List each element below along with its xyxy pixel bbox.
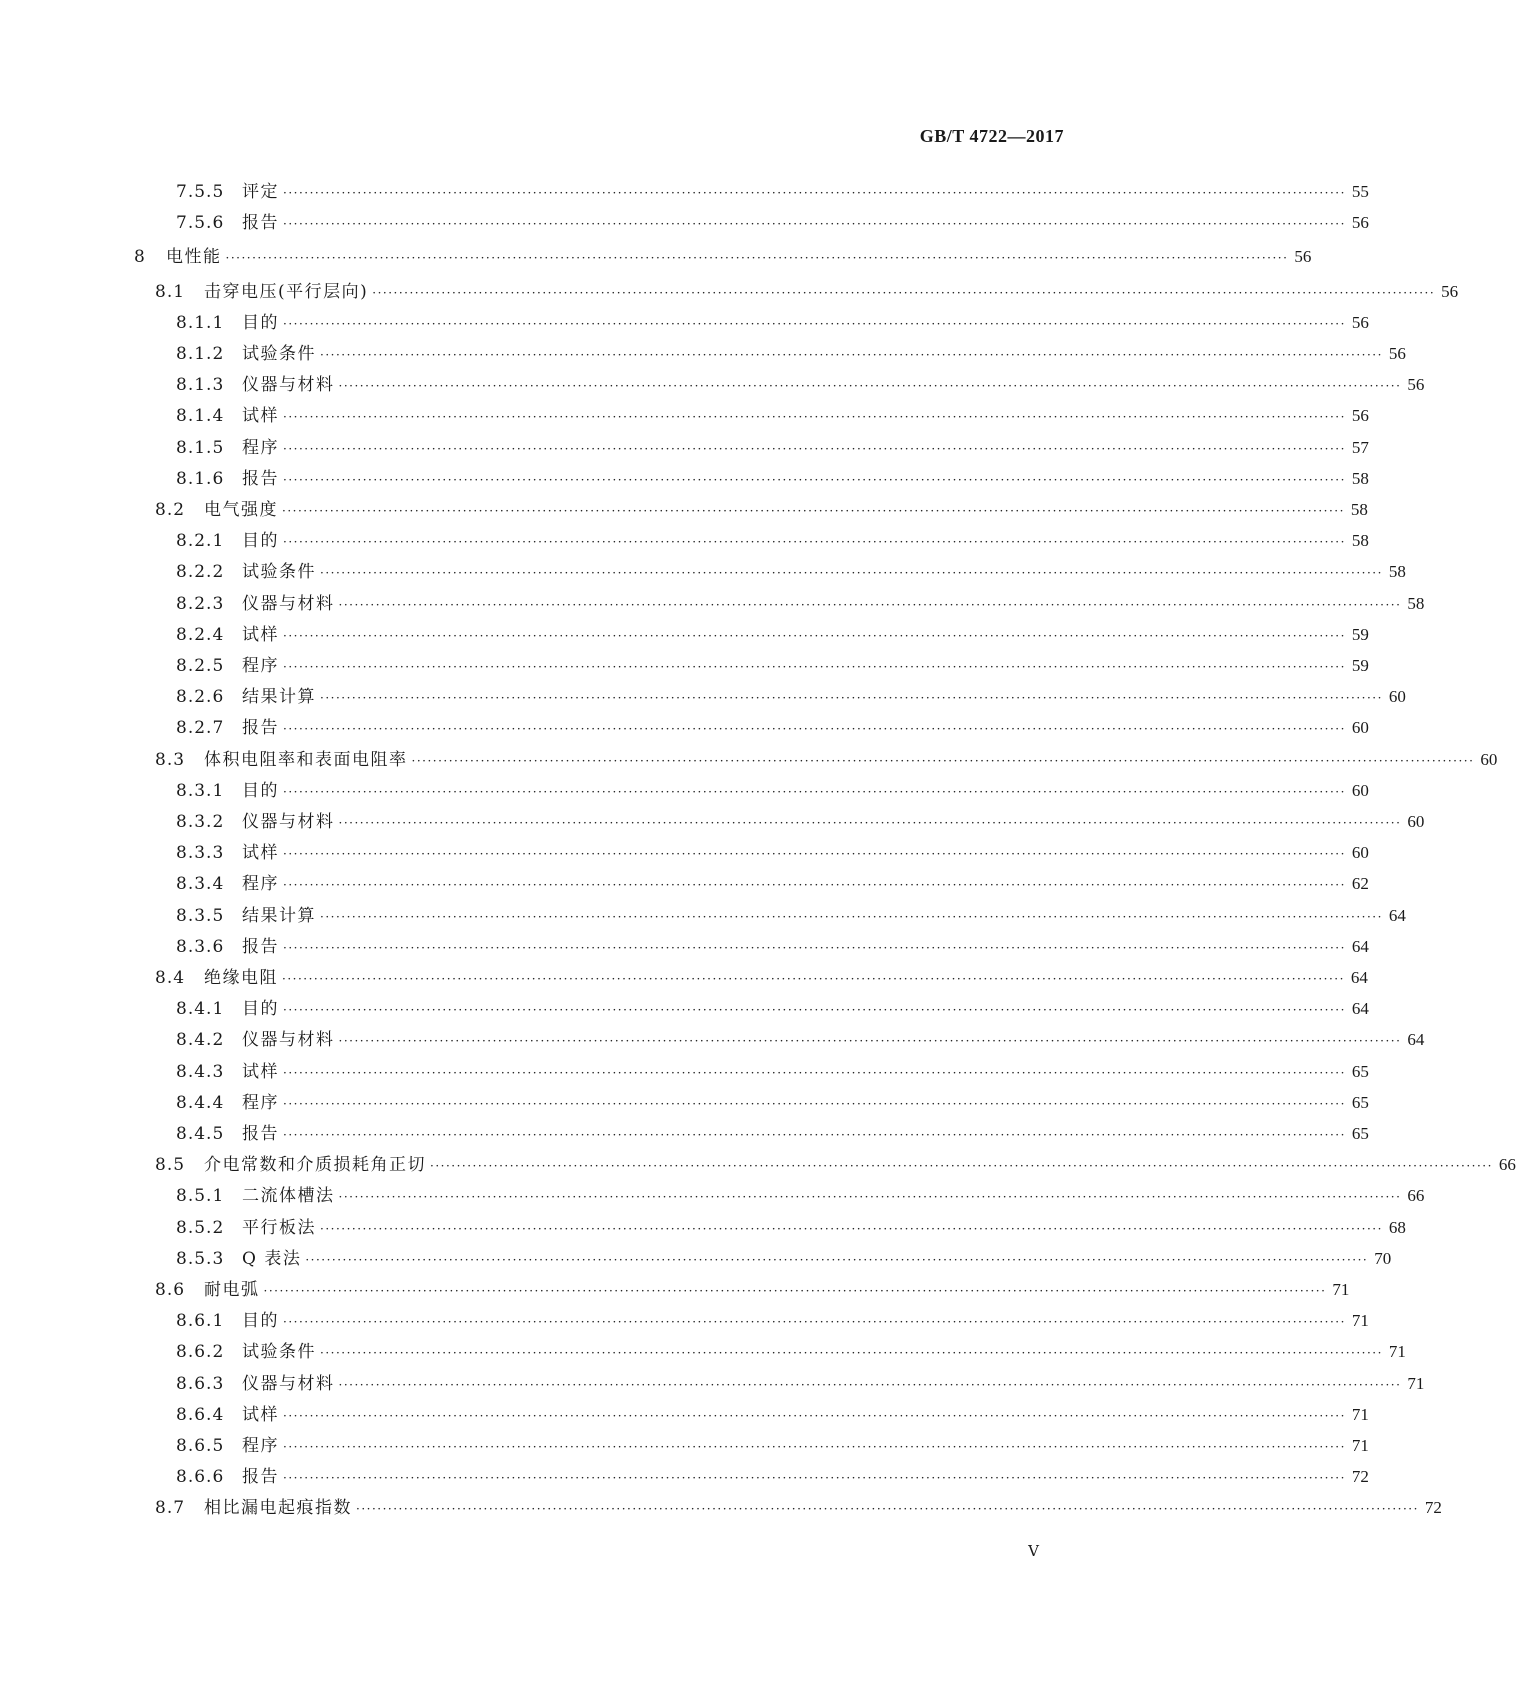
toc-entry-line [242, 623, 1369, 648]
toc-entry-number: 8 [134, 247, 146, 267]
toc-entry-page: 60 [1351, 843, 1369, 862]
toc-entry-title: 仪器与材料 [242, 1030, 335, 1050]
toc-entry-page: 66 [1498, 1155, 1516, 1174]
toc-entry-page: 72 [1351, 1467, 1369, 1486]
toc-entry-line [242, 467, 1369, 492]
dot-leader: ········································································································································································································ [283, 1409, 1346, 1423]
toc-entry[interactable] [0, 373, 1425, 397]
toc-entry-page: 65 [1351, 1062, 1369, 1081]
toc-entry[interactable] [0, 966, 1368, 990]
toc-entry[interactable] [0, 716, 1369, 740]
toc-entry-line [204, 1153, 1516, 1178]
toc-entry-line [242, 810, 1425, 835]
toc-entry-page: 66 [1407, 1186, 1425, 1205]
dot-leader: ········································································································································································································ [338, 1190, 1402, 1204]
toc-entry[interactable] [0, 841, 1369, 865]
toc-entry-number: 8.6.4 [176, 1405, 225, 1425]
toc-entry-title: 报告 [242, 1467, 279, 1487]
toc-entry-number: 8.7 [155, 1498, 186, 1518]
toc-entry[interactable] [0, 685, 1406, 709]
toc-entry-page: 72 [1424, 1498, 1442, 1517]
dot-leader: ········································································································································································································ [283, 473, 1346, 487]
toc-entry-number: 8.3.5 [176, 906, 225, 926]
dot-leader: ········································································································································································································ [338, 1034, 1402, 1048]
toc-entry[interactable] [0, 1434, 1369, 1458]
dot-leader: ········································································································································································································ [320, 910, 1383, 924]
toc-entry[interactable] [0, 748, 1498, 772]
toc-entry-page: 58 [1350, 500, 1368, 519]
toc-entry-line [242, 872, 1369, 897]
toc-entry-page: 71 [1407, 1374, 1425, 1393]
toc-entry-number: 8.4.2 [176, 1030, 225, 1050]
toc-entry-number: 8.4 [155, 968, 186, 988]
toc-entry-number: 8.3.3 [176, 843, 225, 863]
toc-entry[interactable] [0, 245, 1312, 269]
toc-entry-line [242, 1184, 1425, 1209]
toc-entry[interactable] [0, 1496, 1442, 1520]
toc-entry-title: 程序 [242, 438, 279, 458]
dot-leader: ········································································································································································································ [283, 317, 1346, 331]
dot-leader: ········································································································································································································ [338, 816, 1402, 830]
toc-entry-number: 8.5.3 [176, 1249, 225, 1269]
toc-entry-page: 60 [1480, 750, 1498, 769]
toc-entry-number: 8.6.5 [176, 1436, 225, 1456]
toc-entry[interactable] [0, 311, 1369, 335]
toc-entry-line [242, 1060, 1369, 1085]
toc-entry-page: 60 [1388, 687, 1406, 706]
toc-entry-title: 试验条件 [242, 1342, 316, 1362]
toc-entry[interactable] [0, 904, 1406, 928]
toc-entry-line [242, 560, 1406, 585]
dot-leader: ········································································································································································································ [283, 785, 1346, 799]
toc-entry-page: 65 [1351, 1124, 1369, 1143]
toc-entry-page: 71 [1351, 1405, 1369, 1424]
dot-leader: ········································································································································································································ [430, 1159, 1493, 1173]
toc-entry[interactable] [0, 997, 1369, 1021]
toc-entry[interactable] [0, 467, 1369, 491]
dot-leader: ········································································································································································································ [411, 754, 1475, 768]
toc-entry-line [242, 904, 1406, 929]
toc-entry-line [242, 404, 1369, 429]
toc-entry-number: 8.3.4 [176, 874, 225, 894]
toc-entry-page: 62 [1351, 874, 1369, 893]
toc-entry-line [242, 1309, 1369, 1334]
toc-entry-title: 结果计算 [242, 906, 316, 926]
toc-entry-title: 电气强度 [204, 500, 278, 520]
dot-leader: ········································································································································································································ [283, 535, 1346, 549]
dot-leader: ········································································································································································································ [338, 379, 1402, 393]
toc-entry-title: 击穿电压(平行层向) [204, 282, 369, 302]
toc-entry-number: 8.6 [155, 1280, 186, 1300]
toc-entry[interactable] [0, 654, 1369, 678]
toc-entry[interactable] [0, 180, 1369, 204]
toc-entry-number: 8.2.3 [176, 594, 225, 614]
dot-leader: ········································································································································································································ [283, 1128, 1346, 1142]
toc-entry-line [242, 342, 1406, 367]
toc-entry-title: 试样 [242, 406, 279, 426]
dot-leader: ········································································································································································································ [283, 722, 1346, 736]
toc-entry-line [242, 779, 1369, 804]
toc-entry-page: 71 [1388, 1342, 1406, 1361]
toc-entry-line [242, 1465, 1369, 1490]
dot-leader: ········································································································································································································ [225, 251, 1289, 265]
toc-entry-number: 8.2.4 [176, 625, 225, 645]
toc-entry-title: 报告 [242, 469, 279, 489]
toc-entry[interactable] [0, 1403, 1369, 1427]
dot-leader: ········································································································································································································ [282, 504, 1345, 518]
toc-entry-page: 57 [1351, 438, 1369, 457]
toc-entry-title: Q 表法 [242, 1249, 302, 1269]
toc-entry-number: 8.6.6 [176, 1467, 225, 1487]
toc-entry-page: 71 [1351, 1311, 1369, 1330]
toc-entry-page: 56 [1407, 375, 1425, 394]
toc-entry-title: 目的 [242, 999, 279, 1019]
toc-entry[interactable] [0, 779, 1369, 803]
toc-entry-page: 56 [1388, 344, 1406, 363]
toc-entry-page: 60 [1351, 781, 1369, 800]
toc-entry-number: 8.6.1 [176, 1311, 225, 1331]
dot-leader: ········································································································································································································ [305, 1253, 1369, 1267]
toc-entry-page: 59 [1351, 625, 1369, 644]
toc-entry-page: 64 [1388, 906, 1406, 925]
toc-entry-number: 8.3.1 [176, 781, 225, 801]
toc-entry[interactable] [0, 1122, 1369, 1146]
toc-entry[interactable] [0, 560, 1406, 584]
toc-entry-title: 报告 [242, 718, 279, 738]
toc-entry-line [204, 498, 1368, 523]
toc-entry-number: 8.3 [155, 750, 186, 770]
toc-entry-title: 相比漏电起痕指数 [204, 1498, 352, 1518]
dot-leader: ········································································································································································································ [320, 1346, 1383, 1360]
toc-entry-title: 试样 [242, 1405, 279, 1425]
toc-entry[interactable] [0, 872, 1369, 896]
toc-entry-title: 报告 [242, 213, 279, 233]
toc-entry-page: 55 [1351, 182, 1369, 201]
toc-entry-page: 64 [1351, 999, 1369, 1018]
toc-entry[interactable] [0, 342, 1406, 366]
toc-entry-title: 仪器与材料 [242, 375, 335, 395]
toc-entry[interactable] [0, 1184, 1425, 1208]
dot-leader: ········································································································································································································ [338, 1378, 1402, 1392]
toc-entry-page: 59 [1351, 656, 1369, 675]
toc-entry-line [242, 716, 1369, 741]
toc-entry-line [242, 654, 1369, 679]
toc-entry-number: 8.1.4 [176, 406, 225, 426]
toc-entry-number: 8.4.3 [176, 1062, 225, 1082]
toc-entry-title: 试样 [242, 625, 279, 645]
toc-entry-page: 56 [1294, 247, 1312, 266]
toc-entry[interactable] [0, 529, 1369, 553]
toc-entry[interactable] [0, 1278, 1350, 1302]
toc-entry-number: 8.1.3 [176, 375, 225, 395]
document-code: GB/T 4722—2017 [919, 126, 1064, 146]
toc-entry-line [204, 966, 1368, 991]
toc-entry-title: 程序 [242, 656, 279, 676]
dot-leader: ········································································································································································································ [283, 186, 1346, 200]
toc-entry-page: 60 [1351, 718, 1369, 737]
toc-entry-line [242, 311, 1369, 336]
toc-entry[interactable] [0, 1309, 1369, 1333]
toc-entry-number: 8.2.5 [176, 656, 225, 676]
dot-leader: ········································································································································································································ [283, 410, 1346, 424]
toc-entry-number: 8.4.5 [176, 1124, 225, 1144]
toc-entry-number: 8.1.6 [176, 469, 225, 489]
toc-entry-line [242, 529, 1369, 554]
toc-entry-title: 报告 [242, 937, 279, 957]
toc-entry-number: 7.5.5 [176, 182, 225, 202]
toc-entry-page: 64 [1350, 968, 1368, 987]
toc-entry-title: 仪器与材料 [242, 812, 335, 832]
dot-leader: ········································································································································································································ [283, 629, 1346, 643]
dot-leader: ········································································································································································································ [283, 1440, 1346, 1454]
toc-entry-page: 58 [1388, 562, 1406, 581]
toc-entry-number: 8.4.4 [176, 1093, 225, 1113]
toc-entry-title: 程序 [242, 1093, 279, 1113]
toc-entry-line [242, 1216, 1406, 1241]
toc-entry-title: 电性能 [166, 247, 222, 267]
toc-entry[interactable] [0, 280, 1459, 304]
dot-leader: ········································································································································································································ [283, 1471, 1346, 1485]
toc-entry-number: 8.2.1 [176, 531, 225, 551]
toc-entry[interactable] [0, 1247, 1392, 1271]
toc-entry-line [242, 1372, 1425, 1397]
toc-entry-title: 目的 [242, 313, 279, 333]
toc-entry-number: 8.3.2 [176, 812, 225, 832]
toc-entry[interactable] [0, 404, 1369, 428]
toc-entry-line [242, 180, 1369, 205]
toc-entry-title: 仪器与材料 [242, 1374, 335, 1394]
toc-entry-number: 8.2 [155, 500, 186, 520]
toc-entry-number: 8.5 [155, 1155, 186, 1175]
toc-entry-page: 65 [1351, 1093, 1369, 1112]
toc-entry-line [242, 935, 1369, 960]
toc-entry-line [242, 436, 1369, 461]
toc-entry-line [204, 1496, 1442, 1521]
toc-entry-line [242, 1403, 1369, 1428]
toc-entry[interactable] [0, 592, 1425, 616]
dot-leader: ········································································································································································································ [283, 1003, 1346, 1017]
toc-entry-title: 仪器与材料 [242, 594, 335, 614]
toc-entry-title: 耐电弧 [204, 1280, 260, 1300]
dot-leader: ········································································································································································································ [282, 972, 1345, 986]
toc-entry-line [204, 280, 1459, 305]
toc-entry-title: 评定 [242, 182, 279, 202]
toc-entry-title: 报告 [242, 1124, 279, 1144]
toc-entry-title: 程序 [242, 1436, 279, 1456]
toc-entry-title: 目的 [242, 531, 279, 551]
toc-entry[interactable] [0, 1372, 1425, 1396]
toc-entry-number: 8.1.1 [176, 313, 225, 333]
toc-entry-line [204, 1278, 1350, 1303]
dot-leader: ········································································································································································································ [263, 1284, 1327, 1298]
dot-leader: ········································································································································································································ [320, 691, 1383, 705]
toc-entry[interactable] [0, 1028, 1425, 1052]
toc-entry[interactable] [0, 498, 1368, 522]
toc-entry-title: 二流体槽法 [242, 1186, 335, 1206]
toc-entry-title: 试样 [242, 1062, 279, 1082]
toc-entry-line [242, 1091, 1369, 1116]
toc-entry-page: 71 [1351, 1436, 1369, 1455]
dot-leader: ········································································································································································································ [320, 566, 1383, 580]
toc-entry-page: 58 [1407, 594, 1425, 613]
toc-entry-title: 试样 [242, 843, 279, 863]
toc-entry-line [204, 748, 1498, 773]
dot-leader: ········································································································································································································ [338, 598, 1402, 612]
dot-leader: ········································································································································································································ [320, 348, 1383, 362]
toc-entry-title: 绝缘电阻 [204, 968, 278, 988]
toc-entry-number: 8.1.5 [176, 438, 225, 458]
page-folio: Ⅴ [1028, 1544, 1039, 1560]
dot-leader: ········································································································································································································ [283, 847, 1346, 861]
dot-leader: ········································································································································································································ [283, 660, 1346, 674]
toc-entry-line [242, 1122, 1369, 1147]
toc-entry-number: 7.5.6 [176, 213, 225, 233]
toc-entry-page: 56 [1441, 282, 1459, 301]
toc-entry-line [242, 1247, 1392, 1272]
toc-entry-page: 70 [1374, 1249, 1392, 1268]
dot-leader: ········································································································································································································ [320, 1222, 1383, 1236]
toc-entry-number: 8.5.1 [176, 1186, 225, 1206]
toc-entry-line [242, 997, 1369, 1022]
toc-entry-page: 68 [1388, 1218, 1406, 1237]
toc-entry[interactable] [0, 1091, 1369, 1115]
dot-leader: ········································································································································································································ [283, 878, 1346, 892]
toc-entry-line [242, 1028, 1425, 1053]
dot-leader: ········································································································································································································ [283, 1097, 1346, 1111]
toc-entry-title: 体积电阻率和表面电阻率 [204, 750, 408, 770]
dot-leader: ········································································································································································································ [283, 442, 1346, 456]
toc-entry[interactable] [0, 1216, 1406, 1240]
toc-entry-title: 程序 [242, 874, 279, 894]
toc-entry-number: 8.2.7 [176, 718, 225, 738]
toc-entry-title: 介电常数和介质损耗角正切 [204, 1155, 426, 1175]
toc-entry-number: 8.2.6 [176, 687, 225, 707]
toc-entry-line [242, 685, 1406, 710]
toc-entry-page: 58 [1351, 469, 1369, 488]
toc-entry-line [166, 245, 1312, 270]
toc-entry-line [242, 841, 1369, 866]
dot-leader: ········································································································································································································ [283, 1066, 1346, 1080]
toc-entry-number: 8.6.3 [176, 1374, 225, 1394]
toc-entry-page: 56 [1351, 313, 1369, 332]
toc-entry-title: 结果计算 [242, 687, 316, 707]
toc-entry-page: 56 [1351, 213, 1369, 232]
dot-leader: ········································································································································································································ [372, 286, 1436, 300]
toc-entry-line [242, 211, 1369, 236]
toc-entry-line [242, 373, 1425, 398]
toc-entry-number: 8.1 [155, 282, 186, 302]
toc-entry[interactable] [0, 623, 1369, 647]
toc-entry[interactable] [0, 1060, 1369, 1084]
toc-entry-number: 8.6.2 [176, 1342, 225, 1362]
toc-entry[interactable] [0, 1153, 1516, 1177]
toc-entry-page: 56 [1351, 406, 1369, 425]
toc-entry-title: 平行板法 [242, 1218, 316, 1238]
toc-entry-line [242, 1340, 1406, 1365]
dot-leader: ········································································································································································································ [283, 217, 1346, 231]
toc-entry-page: 64 [1351, 937, 1369, 956]
toc-entry[interactable] [0, 1465, 1369, 1489]
toc-entry[interactable] [0, 211, 1369, 235]
toc-entry-line [242, 1434, 1369, 1459]
toc-entry[interactable] [0, 935, 1369, 959]
toc-entry[interactable] [0, 810, 1425, 834]
toc-entry-line [242, 592, 1425, 617]
toc-entry-page: 60 [1407, 812, 1425, 831]
dot-leader: ········································································································································································································ [356, 1502, 1419, 1516]
toc-entry-number: 8.1.2 [176, 344, 225, 364]
toc-entry-title: 目的 [242, 781, 279, 801]
dot-leader: ········································································································································································································ [283, 941, 1346, 955]
toc-entry-page: 58 [1351, 531, 1369, 550]
toc-entry-number: 8.4.1 [176, 999, 225, 1019]
toc-entry-number: 8.3.6 [176, 937, 225, 957]
toc-entry-title: 目的 [242, 1311, 279, 1331]
toc-entry-page: 64 [1407, 1030, 1425, 1049]
toc-entry-number: 8.2.2 [176, 562, 225, 582]
toc-entry-page: 71 [1332, 1280, 1350, 1299]
toc-entry-title: 试验条件 [242, 344, 316, 364]
toc-entry[interactable] [0, 436, 1369, 460]
toc-entry[interactable] [0, 1340, 1406, 1364]
dot-leader: ········································································································································································································ [283, 1315, 1346, 1329]
toc-entry-title: 试验条件 [242, 562, 316, 582]
toc-entry-number: 8.5.2 [176, 1218, 225, 1238]
